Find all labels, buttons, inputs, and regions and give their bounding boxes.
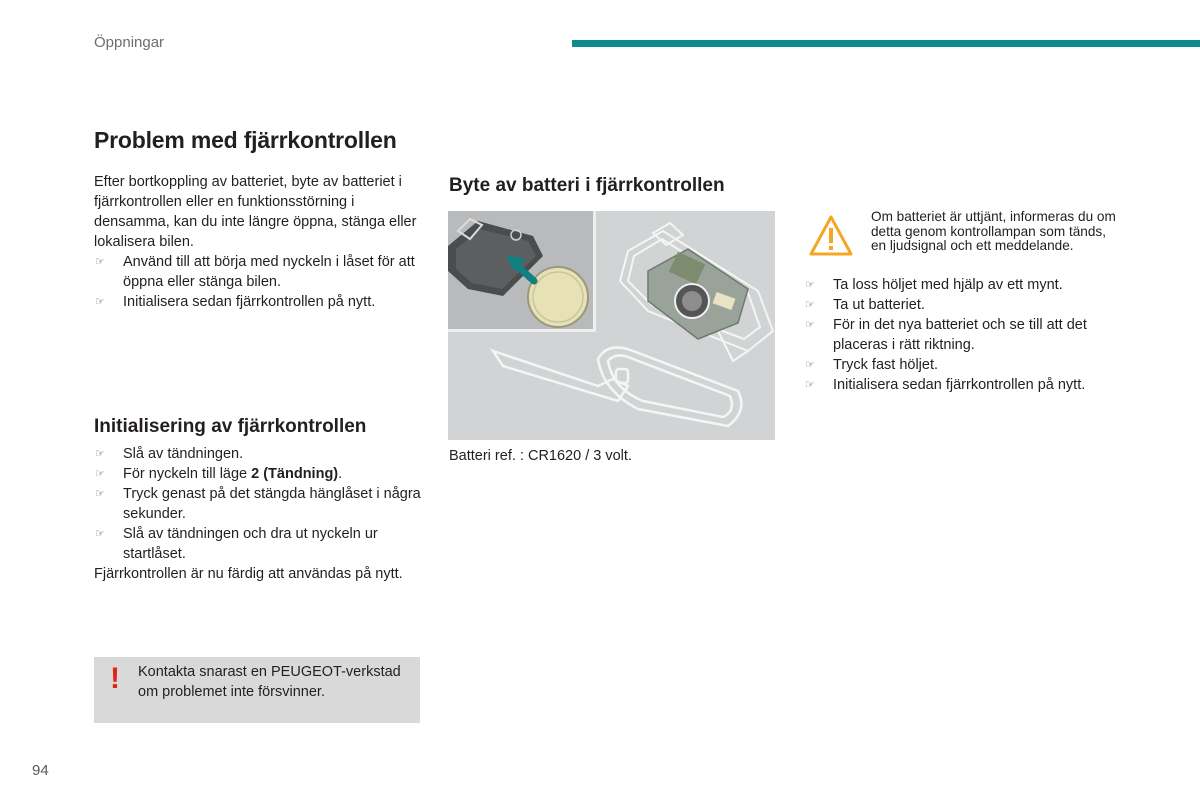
pointing-hand-icon: ☞ — [95, 256, 105, 268]
note-box — [94, 657, 420, 723]
pointing-hand-icon: ☞ — [805, 319, 815, 331]
list-item: ☞ Ta loss höljet med hjälp av ett mynt. — [805, 277, 1063, 293]
list-item: ☞ För nyckeln till läge 2 (Tändning). — [95, 466, 343, 482]
list-item: ☞ Tryck fast höljet. — [805, 357, 939, 373]
remote-key-illustration — [448, 211, 775, 440]
list-item: ☞ För in det nya batteriet och se till att det placeras i rätt riktning. — [805, 317, 1087, 353]
pointing-hand-icon: ☞ — [95, 468, 105, 480]
pointing-hand-icon: ☞ — [95, 296, 105, 308]
pointing-hand-icon: ☞ — [95, 448, 105, 460]
page-title: Problem med fjärrkontrollen — [94, 127, 397, 153]
list-item: ☞ Initialisera sedan fjärrkontrollen på nytt. — [805, 377, 1086, 393]
page-number: 94 — [32, 762, 49, 779]
pointing-hand-icon: ☞ — [805, 359, 815, 371]
pointing-hand-icon: ☞ — [805, 379, 815, 391]
battery-title: Byte av batteri i fjärrkontrollen — [449, 175, 725, 196]
list-item: ☞ Initialisera sedan fjärrkontrollen på nytt. — [95, 294, 376, 310]
intro-section — [94, 172, 424, 312]
alert-icon: ! — [110, 662, 120, 695]
warning-text: Om batteriet är uttjänt, informeras du om detta genom kontrollampan som tänds, en ljudsignal och ett meddelande. — [871, 209, 1116, 253]
list-item: ☞ Ta ut batteriet. — [805, 297, 925, 313]
battery-steps-section — [804, 275, 1134, 395]
pointing-hand-icon: ☞ — [805, 279, 815, 291]
battery-steps — [804, 275, 1134, 395]
warning-triangle-icon — [808, 213, 854, 259]
circuit-board — [648, 249, 748, 339]
coin-detail-inset — [448, 211, 596, 332]
ignition-position: 2 (Tändning) — [251, 466, 339, 482]
battery-reference: Batteri ref. : CR1620 / 3 volt. — [449, 448, 632, 464]
pointing-hand-icon: ☞ — [95, 488, 105, 500]
init-title: Initialisering av fjärrkontrollen — [94, 416, 367, 437]
key-and-coin-drawing — [448, 211, 593, 329]
list-item: ☞ Slå av tändningen. — [95, 446, 244, 462]
init-section — [94, 444, 424, 584]
header-accent-bar — [572, 40, 1200, 47]
intro-text: Efter bortkoppling av batteriet, byte av batteriet i fjärrkontrollen eller en funktionsstörning i densamma, kan du inte längre öppna, stänga eller lokalisera bilen. — [94, 174, 417, 250]
pointing-hand-icon: ☞ — [805, 299, 815, 311]
list-item: ☞ Använd till att börja med nyckeln i låset för att öppna eller stänga bilen. — [95, 254, 415, 290]
list-item: ☞ Tryck genast på det stängda hänglåset i några sekunder. — [95, 486, 421, 522]
section-label: Öppningar — [94, 34, 165, 51]
init-steps — [94, 444, 424, 564]
list-item: ☞ Slå av tändningen och dra ut nyckeln ur startlåset. — [95, 526, 378, 562]
pointing-hand-icon: ☞ — [95, 528, 105, 540]
note-text: Kontakta snarast en PEUGEOT-verkstad om problemet inte försvinner. — [138, 664, 401, 700]
init-closing: Fjärrkontrollen är nu färdig att användas på nytt. — [94, 566, 403, 582]
intro-bullets — [94, 252, 424, 312]
